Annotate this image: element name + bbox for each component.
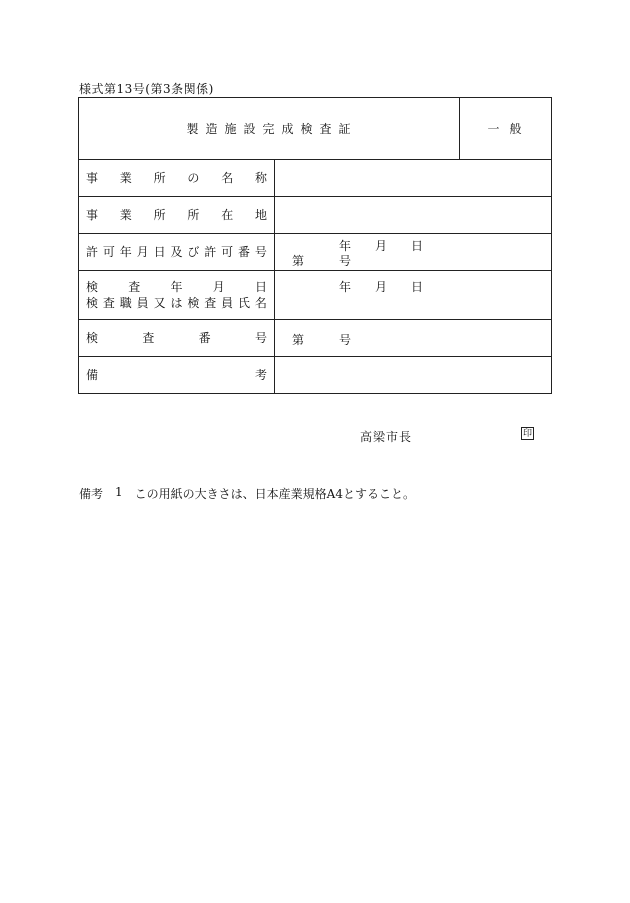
permit-label (79, 234, 275, 270)
category-label: 一般 (487, 122, 532, 136)
label-char: 号 (254, 245, 267, 259)
permit-month-unit: 月 (375, 239, 388, 253)
label-char: び (187, 245, 200, 259)
label-char: 名 (221, 171, 234, 185)
label-char: 検 (187, 296, 200, 310)
label-char: 可 (221, 245, 234, 259)
label-char: 地 (254, 208, 267, 222)
permit-day-unit: 日 (411, 239, 424, 253)
inspection-number-dai-unit: 第 (292, 333, 305, 347)
permit-row (79, 233, 551, 270)
seal-mark: 印 (522, 429, 532, 439)
label-char: 員 (136, 296, 149, 310)
certificate-form-table (78, 97, 552, 394)
label-char: 考 (254, 368, 267, 382)
inspection-month-unit: 月 (375, 280, 388, 294)
label-char: 在 (221, 208, 234, 222)
footnote-text: この用紙の大きさは、日本産業規格A4とすること。 (134, 487, 415, 501)
office-location-field[interactable] (275, 197, 551, 233)
title-row (79, 98, 551, 159)
inspection-number-label (79, 320, 275, 356)
inspection-year-unit: 年 (339, 280, 352, 294)
label-char: 員 (221, 296, 234, 310)
remarks-field[interactable] (275, 357, 551, 393)
label-char: 名 (254, 296, 267, 310)
label-char: 及 (170, 245, 183, 259)
label-char: 事 (86, 171, 99, 185)
form-number: 様式第13号(第3条関係) (79, 82, 214, 96)
office-name-label (79, 160, 275, 196)
permit-field[interactable] (275, 234, 551, 270)
label-char: 年 (119, 245, 132, 259)
office-location-row (79, 196, 551, 233)
label-char: 職 (119, 296, 132, 310)
label-char: 検 (86, 331, 99, 345)
inspection-number-field[interactable] (275, 320, 551, 356)
label-char: 番 (238, 245, 251, 259)
label-char: 所 (187, 208, 200, 222)
mayor-signature: 高梁市長 (360, 430, 413, 444)
footnote-number: 1 (115, 485, 123, 499)
label-char: 月 (212, 280, 225, 294)
label-char: 年 (170, 280, 183, 294)
inspection-number-row (79, 319, 551, 356)
label-char: 氏 (238, 296, 251, 310)
inspection-number-go-unit: 号 (339, 333, 352, 347)
label-char: 業 (119, 171, 132, 185)
label-char: は (170, 296, 183, 310)
label-char: 号 (254, 331, 267, 345)
label-char: 可 (102, 245, 115, 259)
permit-go-unit: 号 (339, 254, 352, 268)
office-name-row (79, 159, 551, 196)
label-char: 備 (86, 368, 99, 382)
label-char: 査 (204, 296, 217, 310)
label-char: 査 (128, 280, 141, 294)
label-char: 日 (153, 245, 166, 259)
label-char: の (187, 171, 200, 185)
label-char: 月 (136, 245, 149, 259)
inspection-field[interactable] (275, 271, 551, 319)
office-name-field[interactable] (275, 160, 551, 196)
footnote-label: 備考 (79, 487, 104, 501)
footnote (79, 485, 415, 502)
inspection-row (79, 270, 551, 319)
label-char: 検 (86, 280, 99, 294)
label-char: 許 (86, 245, 99, 259)
remarks-row (79, 356, 551, 393)
label-char: 所 (153, 208, 166, 222)
label-char: 日 (254, 280, 267, 294)
office-location-label (79, 197, 275, 233)
label-char: 所 (153, 171, 166, 185)
label-char: 称 (254, 171, 267, 185)
inspection-label (79, 271, 275, 319)
label-char: 査 (142, 331, 155, 345)
label-char: 許 (204, 245, 217, 259)
label-char: 番 (198, 331, 211, 345)
remarks-label (79, 357, 275, 393)
label-char: 事 (86, 208, 99, 222)
permit-year-unit: 年 (339, 239, 352, 253)
label-char: 査 (102, 296, 115, 310)
label-char: 又 (153, 296, 166, 310)
inspection-day-unit: 日 (411, 280, 424, 294)
form-title: 製造施設完成検査証 (79, 98, 460, 159)
label-char: 検 (86, 296, 99, 310)
permit-dai-unit: 第 (292, 254, 305, 268)
label-char: 業 (119, 208, 132, 222)
